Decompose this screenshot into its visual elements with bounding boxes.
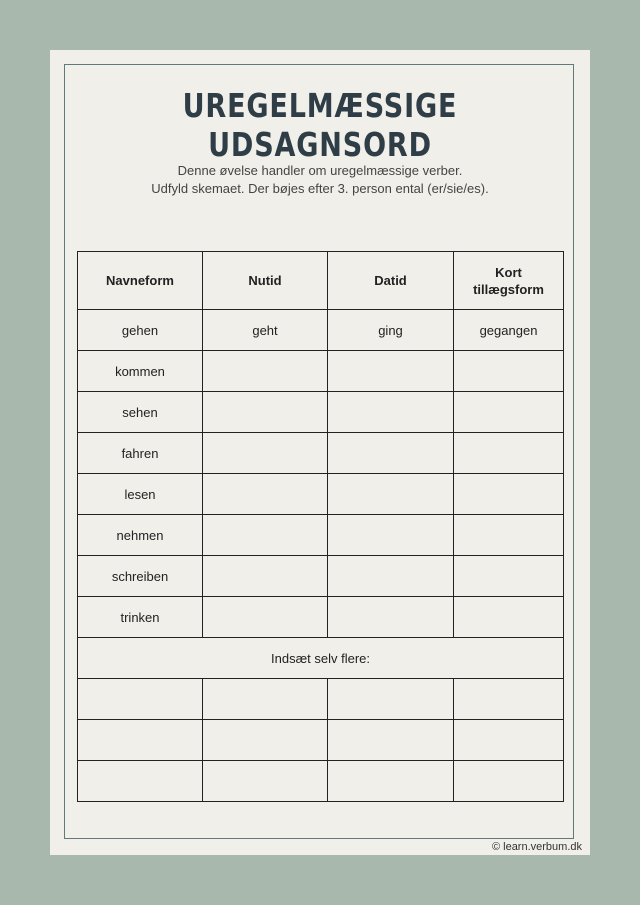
- participle-blank[interactable]: [454, 597, 564, 638]
- table-row: [78, 351, 564, 392]
- instructions-line-2: Udfyld skemaet. Der bøjes efter 3. person ental (er/sie/es).: [151, 181, 489, 196]
- table-row: [78, 433, 564, 474]
- worksheet: [50, 50, 590, 855]
- verb-infinitive: lesen: [78, 474, 203, 515]
- participle-blank[interactable]: [454, 515, 564, 556]
- participle-blank[interactable]: [454, 474, 564, 515]
- present-blank[interactable]: [203, 556, 328, 597]
- blank-cell[interactable]: [328, 761, 454, 802]
- verb-infinitive: kommen: [78, 351, 203, 392]
- present-blank[interactable]: [203, 474, 328, 515]
- example-present: geht: [203, 310, 328, 351]
- present-blank[interactable]: [203, 515, 328, 556]
- table-row: [78, 597, 564, 638]
- blank-cell[interactable]: [78, 761, 203, 802]
- instructions: [50, 162, 590, 198]
- header-infinitive: Navneform: [78, 252, 203, 310]
- verb-infinitive: fahren: [78, 433, 203, 474]
- table-row-example: [78, 310, 564, 351]
- header-past: Datid: [328, 252, 454, 310]
- past-blank[interactable]: [328, 351, 454, 392]
- verb-infinitive: sehen: [78, 392, 203, 433]
- blank-cell[interactable]: [454, 679, 564, 720]
- example-infinitive: gehen: [78, 310, 203, 351]
- present-blank[interactable]: [203, 597, 328, 638]
- table-header-row: [78, 252, 564, 310]
- verb-infinitive: schreiben: [78, 556, 203, 597]
- present-blank[interactable]: [203, 433, 328, 474]
- example-past: ging: [328, 310, 454, 351]
- blank-cell[interactable]: [203, 720, 328, 761]
- blank-row: [78, 679, 564, 720]
- copyright-footer: © learn.verbum.dk: [491, 841, 582, 853]
- verb-table: [77, 251, 564, 802]
- page-title: UREGELMÆSSIGE UDSAGNSORD: [182, 86, 458, 164]
- past-blank[interactable]: [328, 597, 454, 638]
- header-participle-line-2: tillægsform: [473, 281, 544, 297]
- blank-cell[interactable]: [328, 720, 454, 761]
- verb-infinitive: trinken: [78, 597, 203, 638]
- verb-infinitive: nehmen: [78, 515, 203, 556]
- insert-more-label: Indsæt selv flere:: [78, 638, 564, 679]
- blank-cell[interactable]: [78, 679, 203, 720]
- blank-row: [78, 720, 564, 761]
- example-participle: gegangen: [454, 310, 564, 351]
- header-present: Nutid: [203, 252, 328, 310]
- instructions-line-1: Denne øvelse handler om uregelmæssige verber.: [177, 163, 463, 178]
- present-blank[interactable]: [203, 392, 328, 433]
- participle-blank[interactable]: [454, 392, 564, 433]
- blank-cell[interactable]: [454, 720, 564, 761]
- table-row: [78, 556, 564, 597]
- participle-blank[interactable]: [454, 556, 564, 597]
- participle-blank[interactable]: [454, 351, 564, 392]
- header-participle-line-1: Kort: [495, 264, 522, 280]
- past-blank[interactable]: [328, 433, 454, 474]
- blank-cell[interactable]: [203, 761, 328, 802]
- blank-cell[interactable]: [203, 679, 328, 720]
- table-row: [78, 515, 564, 556]
- past-blank[interactable]: [328, 392, 454, 433]
- blank-cell[interactable]: [328, 679, 454, 720]
- past-blank[interactable]: [328, 515, 454, 556]
- table-row: [78, 392, 564, 433]
- table-row: [78, 474, 564, 515]
- participle-blank[interactable]: [454, 433, 564, 474]
- blank-cell[interactable]: [454, 761, 564, 802]
- blank-cell[interactable]: [78, 720, 203, 761]
- header-participle: [454, 252, 564, 310]
- past-blank[interactable]: [328, 474, 454, 515]
- insert-more-row: [78, 638, 564, 679]
- blank-row: [78, 761, 564, 802]
- present-blank[interactable]: [203, 351, 328, 392]
- past-blank[interactable]: [328, 556, 454, 597]
